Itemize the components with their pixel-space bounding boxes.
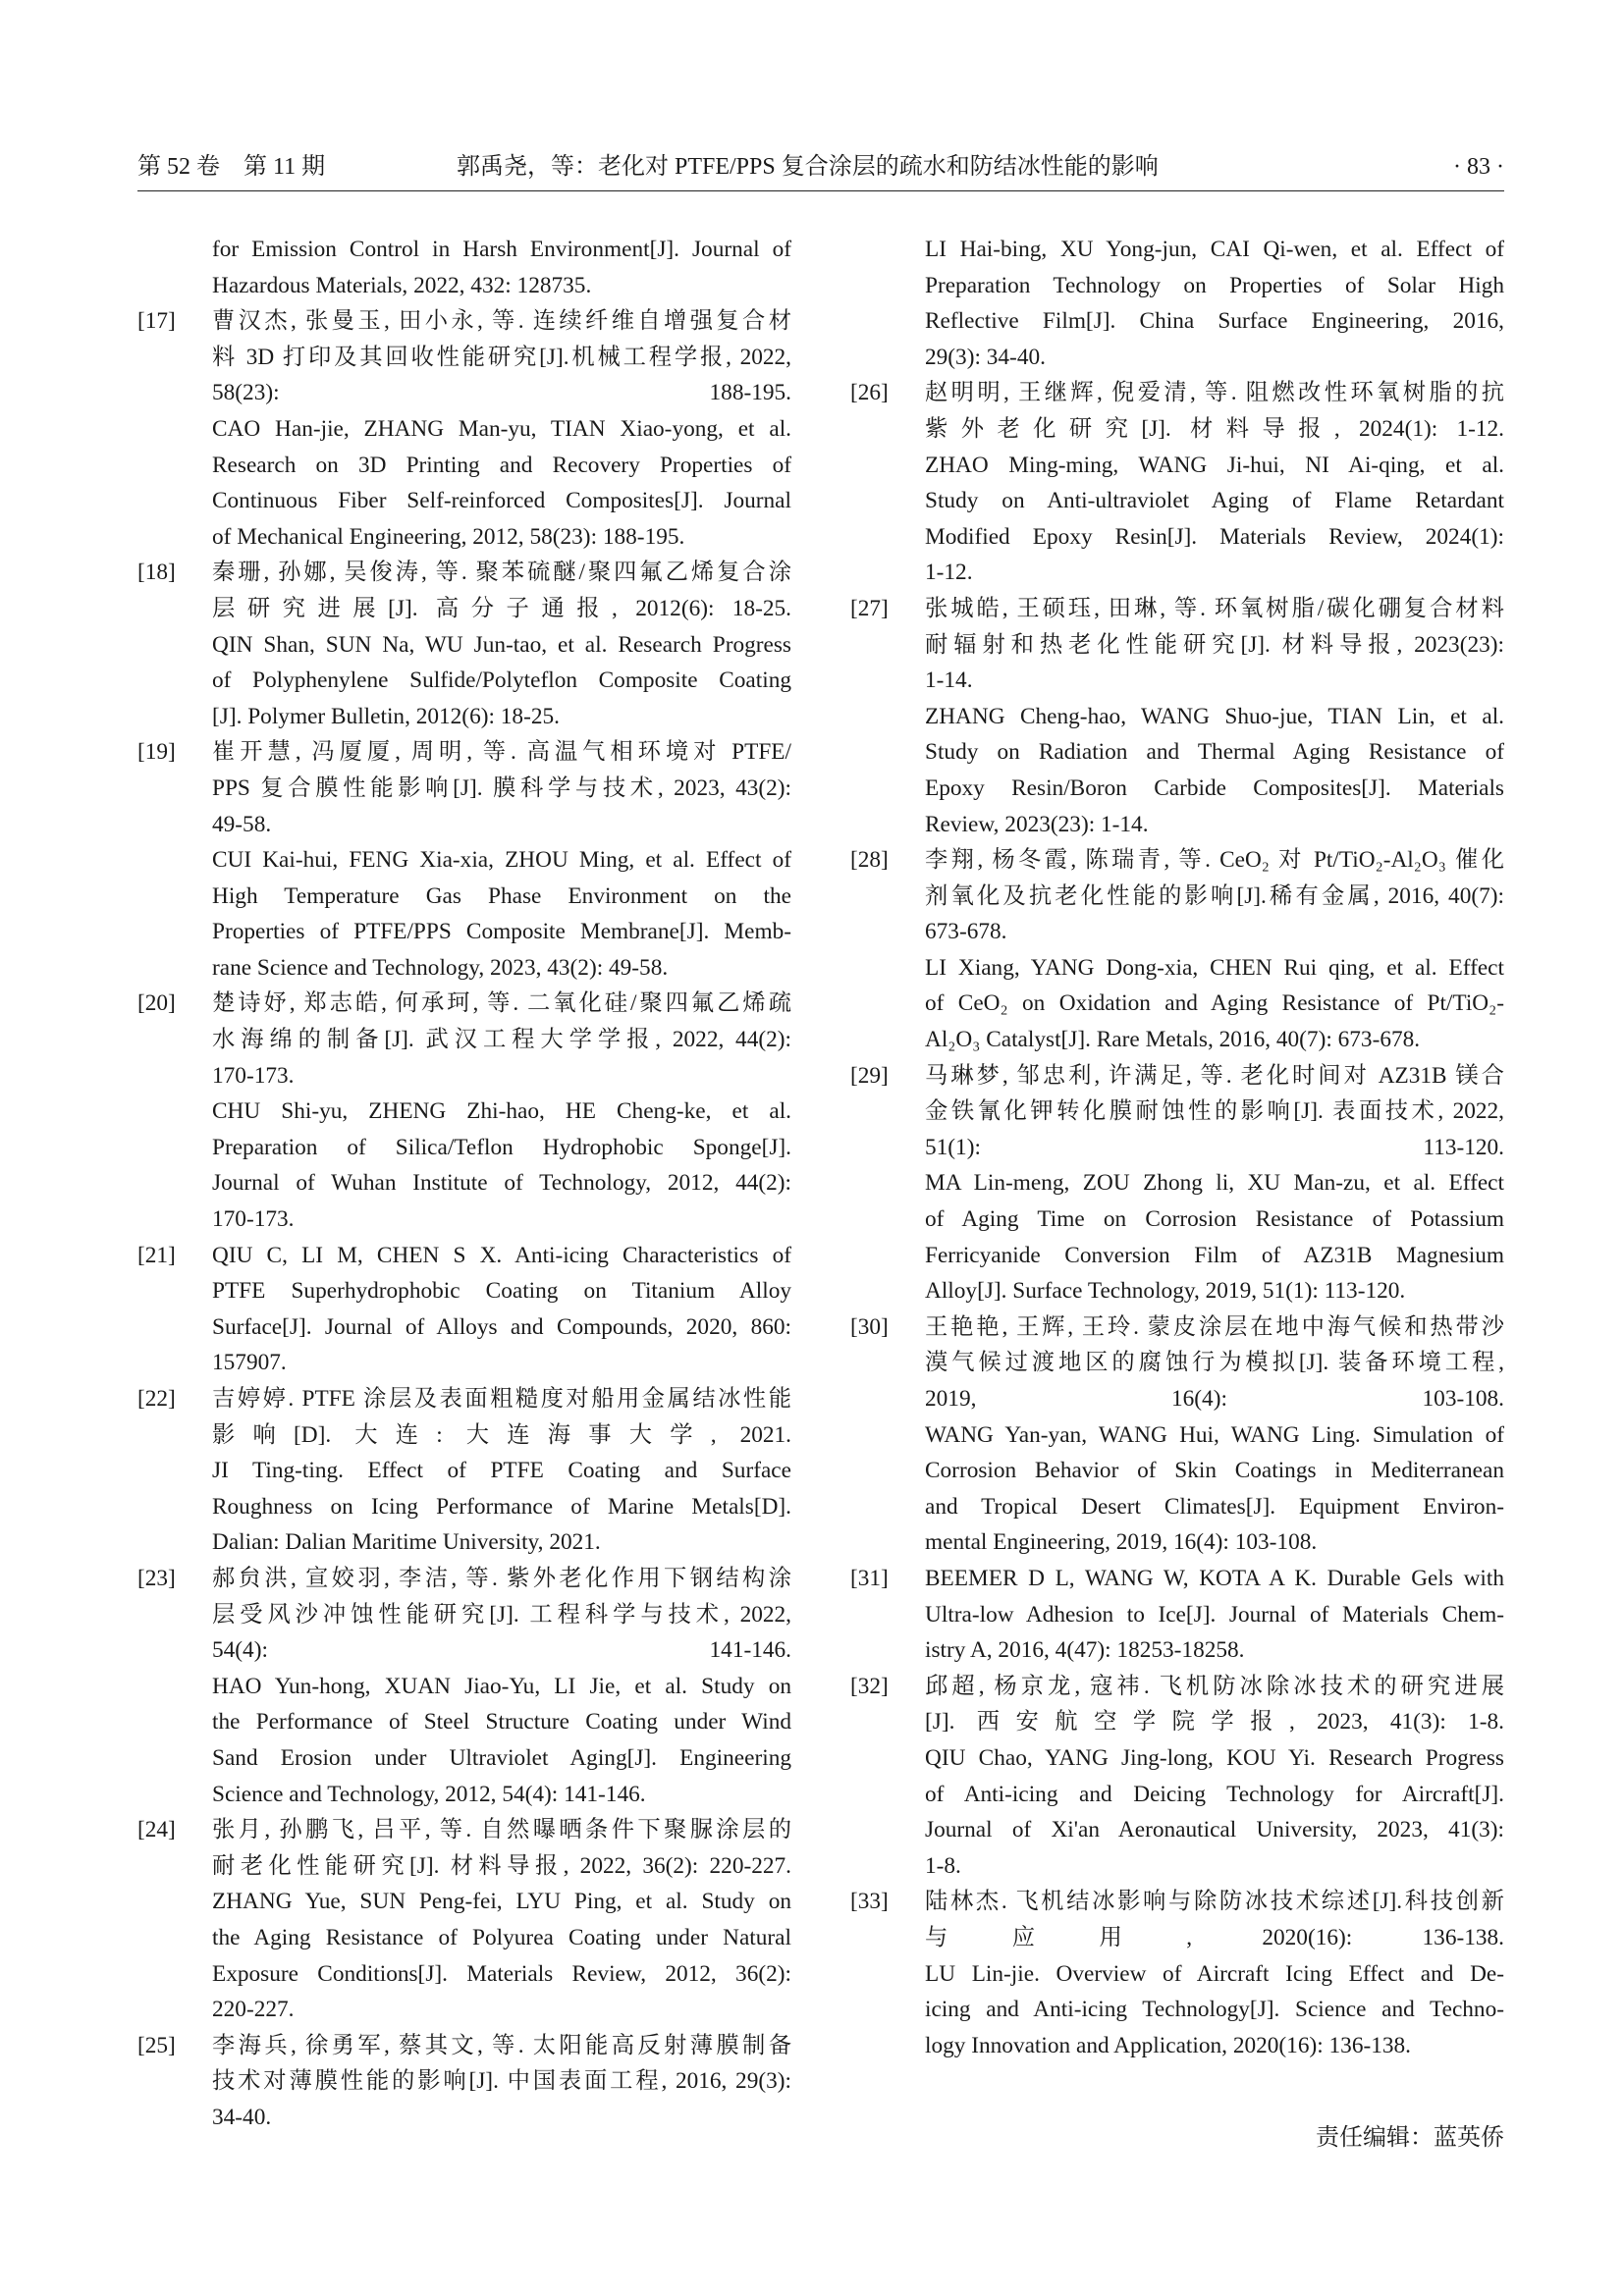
reference-line: PPS 复合膜性能影响[J]. 膜科学与技术, 2023, 43(2): [212, 774, 791, 801]
reference-line: Corrosion Behavior of Skin Coatings in Mediterranean [925, 1458, 1504, 1484]
reference-entry [137, 1561, 791, 1812]
reference-entry [850, 842, 1504, 1058]
reference-entry [137, 232, 791, 303]
reference-line: rane Science and Technology, 2023, 43(2): 49-58. [212, 954, 669, 981]
reference-line: Sand Erosion under Ultraviolet Aging[J]. Engineering [212, 1744, 791, 1771]
reference-line: 王艳艳, 王辉, 王玲. 蒙皮涂层在地中海气候和热带沙 [925, 1313, 1504, 1340]
reference-entry [137, 2028, 791, 2136]
reference-line: 673-678. [925, 919, 1007, 945]
reference-line: 1-12. [925, 560, 973, 586]
reference-line: [J]. Polymer Bulletin, 2012(6): 18-25. [212, 703, 560, 729]
reference-line: 张月, 孙鹏飞, 吕平, 等. 自然曝晒条件下聚脲涂层的 [212, 1817, 791, 1843]
reference-number: [22] [137, 1386, 176, 1412]
reference-line: ZHANG Cheng-hao, WANG Shuo-jue, TIAN Lin, et al. [925, 703, 1504, 729]
reference-number: [29] [850, 1062, 889, 1089]
reference-line: LI Xiang, YANG Dong-xia, CHEN Rui qing, et al. Effect [925, 954, 1504, 981]
reference-line: Modified Epoxy Resin[J]. Materials Review, 2024(1): [925, 523, 1504, 550]
references-right-column [850, 232, 1504, 2063]
reference-line: Exposure Conditions[J]. Materials Review, 2012, 36(2): [212, 1960, 791, 1987]
reference-line: [J]. 西安航空学院学报, 2023, 41(3): 1-8. [925, 1709, 1504, 1735]
reference-line: icing and Anti-icing Technology[J]. Science and Techno- [925, 1997, 1504, 2023]
reference-line: WANG Yan-yan, WANG Hui, WANG Ling. Simulation of [925, 1421, 1504, 1448]
reference-number: [25] [137, 2032, 176, 2058]
reference-line: 技术对薄膜性能的影响[J]. 中国表面工程, 2016, 29(3): [212, 2068, 791, 2095]
reference-line: 1-14. [925, 667, 973, 694]
reference-line: 58(23): 188-195. [212, 380, 791, 406]
reference-line: Ultra-low Adhesion to Ice[J]. Journal of Materials Chem- [925, 1601, 1504, 1628]
reference-line: QIU C, LI M, CHEN S X. Anti-icing Characteristics of [212, 1242, 791, 1268]
reference-line: Hazardous Materials, 2022, 432: 128735. [212, 272, 592, 298]
reference-number: [32] [850, 1673, 889, 1699]
reference-line: of Mechanical Engineering, 2012, 58(23): 188-195. [212, 523, 685, 550]
reference-line: CUI Kai-hui, FENG Xia-xia, ZHOU Ming, et al. Effect of [212, 847, 791, 874]
reference-number: [17] [137, 308, 176, 335]
reference-line: 层研究进展[J]. 高分子通报, 2012(6): 18-25. [212, 595, 791, 621]
reference-line: 157907. [212, 1350, 287, 1376]
reference-line: 马琳梦, 邹忠利, 许满足, 等. 老化时间对 AZ31B 镁合 [925, 1062, 1504, 1089]
reference-line: 耐老化性能研究[J]. 材料导报, 2022, 36(2): 220-227. [212, 1852, 791, 1879]
reference-line: 影响[D]. 大连: 大连海事大学, 2021. [212, 1421, 791, 1448]
reference-line: 220-227. [212, 1997, 295, 2023]
reference-line: HAO Yun-hong, XUAN Jiao-Yu, LI Jie, et al. Study on [212, 1673, 791, 1699]
reference-number: [21] [137, 1242, 176, 1268]
reference-line: for Emission Control in Harsh Environment[J]. Journal of [212, 237, 791, 262]
reference-line: Preparation of Silica/Teflon Hydrophobic Sponge[J]. [212, 1134, 791, 1160]
reference-number: [27] [850, 595, 889, 621]
reference-entry [850, 375, 1504, 591]
reference-line: MA Lin-meng, ZOU Zhong li, XU Man-zu, et al. Effect [925, 1170, 1504, 1197]
reference-line: High Temperature Gas Phase Environment on the [212, 882, 791, 909]
reference-line: 1-8. [925, 1852, 961, 1879]
reference-line: logy Innovation and Application, 2020(16): 136-138. [925, 2032, 1411, 2058]
reference-number: [33] [850, 1889, 889, 1915]
reference-line: Surface[J]. Journal of Alloys and Compounds, 2020, 860: [212, 1313, 791, 1340]
reference-entry [850, 1309, 1504, 1561]
reference-line: and Tropical Desert Climates[J]. Equipment Environ- [925, 1493, 1504, 1520]
reference-number: [20] [137, 990, 176, 1017]
reference-line: LU Lin-jie. Overview of Aircraft Icing Effect and De- [925, 1960, 1504, 1987]
reference-line: 耐辐射和热老化性能研究[J]. 材料导报, 2023(23): [925, 631, 1504, 658]
reference-line: Dalian: Dalian Maritime University, 2021. [212, 1529, 601, 1556]
reference-entry [850, 1669, 1504, 1885]
reference-line: 赵明明, 王继辉, 倪爱清, 等. 阻燃改性环氧树脂的抗 [925, 380, 1504, 406]
reference-line: 170-173. [212, 1206, 295, 1233]
reference-line: PTFE Superhydrophobic Coating on Titanium Alloy [212, 1278, 791, 1305]
reference-number: [28] [850, 847, 889, 874]
reference-line: 51(1): 113-120. [925, 1134, 1504, 1160]
reference-line: Journal of Wuhan Institute of Technology, 2012, 44(2): [212, 1170, 791, 1197]
reference-line: mental Engineering, 2019, 16(4): 103-108. [925, 1529, 1318, 1556]
reference-number: [24] [137, 1817, 176, 1843]
reference-number: [30] [850, 1313, 889, 1340]
reference-line: 水海绵的制备[J]. 武汉工程大学学报, 2022, 44(2): [212, 1027, 791, 1053]
reference-line: CAO Han-jie, ZHANG Man-yu, TIAN Xiao-yong, et al. [212, 415, 791, 442]
reference-line: 楚诗妤, 郑志皓, 何承珂, 等. 二氧化硅/聚四氟乙烯疏 [212, 990, 791, 1017]
reference-line: BEEMER D L, WANG W, KOTA A K. Durable Gels with [925, 1565, 1504, 1591]
reference-number: [26] [850, 380, 889, 406]
reference-line: 金铁氰化钾转化膜耐蚀性的影响[J]. 表面技术, 2022, [925, 1098, 1504, 1125]
reference-line: Science and Technology, 2012, 54(4): 141-146. [212, 1781, 646, 1807]
reference-line: ZHAO Ming-ming, WANG Ji-hui, NI Ai-qing, et al. [925, 452, 1504, 478]
reference-line: the Aging Resistance of Polyurea Coating under Natural [212, 1924, 791, 1950]
reference-line: Al₂O₃ Catalyst[J]. Rare Metals, 2016, 40(7): 673-678. [925, 1027, 1421, 1053]
reference-number: [31] [850, 1565, 889, 1591]
reference-line: QIU Chao, YANG Jing-long, KOU Yi. Research Progress [925, 1744, 1504, 1771]
reference-entry [137, 1381, 791, 1561]
reference-line: 紫外老化研究[J]. 材料导报, 2024(1): 1-12. [925, 415, 1504, 442]
reference-line: of Polyphenylene Sulfide/Polyteflon Composite Coating [212, 667, 791, 694]
reference-line: Epoxy Resin/Boron Carbide Composites[J]. Materials [925, 774, 1504, 801]
reference-line: 郝贠洪, 宣姣羽, 李洁, 等. 紫外老化作用下钢结构涂 [212, 1565, 791, 1591]
reference-line: Roughness on Icing Performance of Marine Metals[D]. [212, 1493, 791, 1520]
reference-line: 漠气候过渡地区的腐蚀行为模拟[J]. 装备环境工程, [925, 1350, 1504, 1376]
reference-line: of Aging Time on Corrosion Resistance of Potassium [925, 1206, 1504, 1233]
reference-entry [850, 232, 1504, 375]
reference-entry [137, 303, 791, 555]
reference-entry [850, 1884, 1504, 2063]
reference-line: 李翔, 杨冬霞, 陈瑞青, 等. CeO₂ 对 Pt/TiO₂-Al₂O₃ 催化 [925, 847, 1504, 874]
reference-entry [850, 591, 1504, 842]
running-title: 郭禹尧，等：老化对 PTFE/PPS 复合涂层的疏水和防结冰性能的影响 [457, 154, 1159, 180]
reference-line: 料 3D 打印及其回收性能研究[J].机械工程学报, 2022, [212, 344, 791, 370]
reference-line: 邱超, 杨京龙, 寇祎. 飞机防冰除冰技术的研究进展 [925, 1673, 1504, 1699]
reference-line: Ferricyanide Conversion Film of AZ31B Magnesium [925, 1242, 1504, 1268]
reference-line: JI Ting-ting. Effect of PTFE Coating and Surface [212, 1458, 791, 1484]
reference-line: QIN Shan, SUN Na, WU Jun-tao, et al. Research Progress [212, 631, 791, 658]
reference-line: 54(4): 141-146. [212, 1637, 791, 1664]
reference-number: [23] [137, 1565, 176, 1591]
reference-line: LI Hai-bing, XU Yong-jun, CAI Qi-wen, et al. Effect of [925, 237, 1504, 262]
reference-entry [850, 1561, 1504, 1669]
reference-line: 170-173. [212, 1062, 295, 1089]
responsible-editor: 责任编辑：蓝英侨 [1316, 2125, 1504, 2151]
reference-line: Continuous Fiber Self-reinforced Composites[J]. Journal [212, 488, 791, 514]
reference-line: istry A, 2016, 4(47): 18253-18258. [925, 1637, 1245, 1664]
reference-entry [137, 1238, 791, 1381]
reference-line: 49-58. [212, 811, 272, 837]
reference-line: 崔开慧, 冯厦厦, 周明, 等. 高温气相环境对 PTFE/ [212, 739, 791, 766]
reference-line: 陆林杰. 飞机结冰影响与除防冰技术综述[J].科技创新 [925, 1889, 1504, 1915]
reference-line: Study on Radiation and Thermal Aging Resistance of [925, 739, 1504, 766]
reference-line: 2019, 16(4): 103-108. [925, 1386, 1504, 1412]
reference-entry [137, 555, 791, 734]
reference-line: Study on Anti-ultraviolet Aging of Flame Retardant [925, 488, 1504, 514]
reference-entry [137, 1812, 791, 2028]
reference-line: 34-40. [212, 2104, 272, 2130]
reference-line: CHU Shi-yu, ZHENG Zhi-hao, HE Cheng-ke, et al. [212, 1098, 791, 1125]
reference-line: ZHANG Yue, SUN Peng-fei, LYU Ping, et al. Study on [212, 1889, 791, 1915]
reference-line: 张城皓, 王硕珏, 田琳, 等. 环氧树脂/碳化硼复合材料 [925, 595, 1504, 621]
reference-line: 李海兵, 徐勇军, 蔡其文, 等. 太阳能高反射薄膜制备 [212, 2032, 791, 2058]
reference-number: [18] [137, 560, 176, 586]
reference-line: 剂氧化及抗老化性能的影响[J].稀有金属, 2016, 40(7): [925, 882, 1504, 909]
running-header [137, 147, 1504, 191]
reference-line: 层受风沙冲蚀性能研究[J]. 工程科学与技术, 2022, [212, 1601, 791, 1628]
reference-line: 秦珊, 孙娜, 吴俊涛, 等. 聚苯硫醚/聚四氟乙烯复合涂 [212, 560, 791, 586]
reference-line: Preparation Technology on Properties of Solar High [925, 272, 1504, 298]
reference-line: the Performance of Steel Structure Coating under Wind [212, 1709, 791, 1735]
reference-line: Journal of Xi'an Aeronautical University, 2023, 41(3): [925, 1817, 1504, 1843]
reference-line: 29(3): 34-40. [925, 344, 1046, 370]
references-left-column [137, 232, 791, 2135]
reference-entry [137, 734, 791, 986]
page-number: · 83 · [1453, 154, 1504, 180]
reference-line: of CeO₂ on Oxidation and Aging Resistance of Pt/TiO₂- [925, 990, 1504, 1017]
reference-number: [19] [137, 739, 176, 766]
reference-line: Reflective Film[J]. China Surface Engineering, 2016, [925, 308, 1504, 335]
volume-issue: 第 52 卷 第 11 期 [137, 154, 326, 180]
reference-line: 吉婷婷. PTFE 涂层及表面粗糙度对船用金属结冰性能 [212, 1386, 791, 1412]
reference-line: Properties of PTFE/PPS Composite Membrane[J]. Memb- [212, 919, 791, 945]
reference-entry [850, 1058, 1504, 1309]
reference-line: Alloy[J]. Surface Technology, 2019, 51(1): 113-120. [925, 1278, 1406, 1305]
reference-entry [137, 986, 791, 1237]
reference-line: Research on 3D Printing and Recovery Properties of [212, 452, 791, 478]
reference-line: 与应用, 2020(16): 136-138. [925, 1924, 1504, 1950]
reference-line: of Anti-icing and Deicing Technology for Aircraft[J]. [925, 1781, 1504, 1807]
reference-line: 曹汉杰, 张曼玉, 田小永, 等. 连续纤维自增强复合材 [212, 308, 791, 335]
reference-line: Review, 2023(23): 1-14. [925, 811, 1149, 837]
